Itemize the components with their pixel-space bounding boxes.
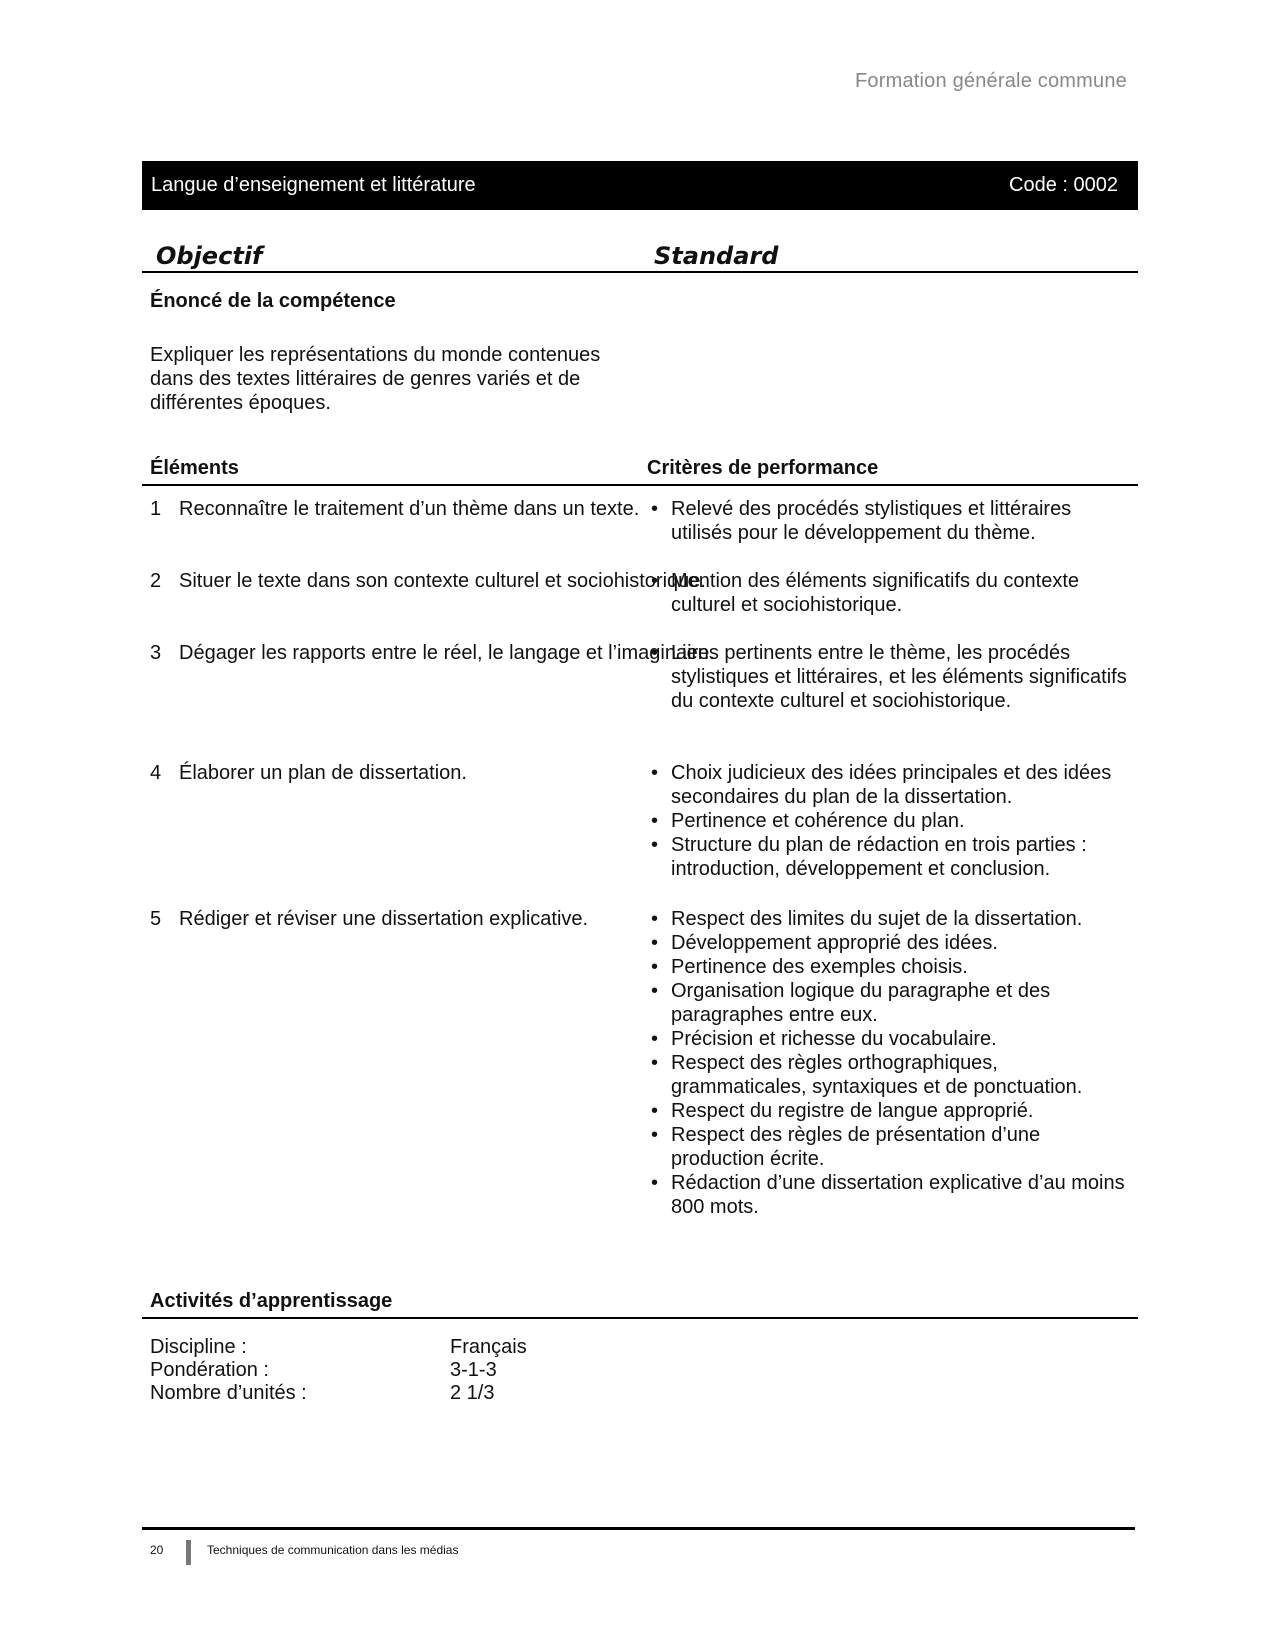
course-code: Code : 0002 bbox=[1009, 174, 1118, 196]
criterion-item: • Respect du registre de langue approprié. bbox=[647, 1099, 1137, 1123]
unites-value: 2 1/3 bbox=[450, 1382, 495, 1404]
ponderation-value: 3-1-3 bbox=[450, 1359, 497, 1381]
element-number: 2 bbox=[150, 570, 162, 592]
criterion-item: • Choix judicieux des idées principales et des idées secondaires du plan de la dissertation. bbox=[647, 761, 1137, 809]
elements-header bbox=[142, 455, 1138, 486]
criteres-heading: Critères de performance bbox=[647, 457, 879, 479]
criterion-item: • Mention des éléments significatifs du contexte culturel et sociohistorique. bbox=[647, 569, 1137, 617]
criterion-item: • Liens pertinents entre le thème, les procédés stylistiques et littéraires, et les éléments significatifs du contexte culturel et sociohistorique. bbox=[647, 641, 1137, 713]
unites-row bbox=[150, 1382, 495, 1405]
criteria-list bbox=[647, 641, 1137, 713]
criterion-item: • Respect des règles de présentation d’une production écrite. bbox=[647, 1123, 1137, 1171]
criteria-list bbox=[647, 761, 1137, 881]
element-number: 5 bbox=[150, 908, 162, 930]
element-number: 3 bbox=[150, 642, 162, 664]
criterion-item: • Relevé des procédés stylistiques et littéraires utilisés pour le développement du thème. bbox=[647, 497, 1137, 545]
criterion-item: • Pertinence des exemples choisis. bbox=[647, 955, 1137, 979]
criterion-item: • Pertinence et cohérence du plan. bbox=[647, 809, 1137, 833]
criteria-list bbox=[647, 497, 1137, 545]
objectif-heading: Objectif bbox=[156, 242, 263, 270]
competence-heading: Énoncé de la compétence bbox=[150, 290, 396, 312]
competence-statement: Expliquer les représentations du monde contenues dans des textes littéraires de genres variés et de différentes époques. bbox=[150, 344, 601, 414]
criterion-item: • Rédaction d’une dissertation explicative d’au moins 800 mots. bbox=[647, 1171, 1137, 1219]
criteria-list bbox=[647, 907, 1137, 1219]
footer-divider bbox=[186, 1540, 191, 1565]
footer-rule bbox=[142, 1527, 1135, 1530]
element-number: 4 bbox=[150, 762, 162, 784]
element-text: Élaborer un plan de dissertation. bbox=[179, 762, 467, 784]
element-number: 1 bbox=[150, 498, 162, 520]
criterion-item: • Respect des limites du sujet de la dissertation. bbox=[647, 907, 1137, 931]
discipline-label: Discipline : bbox=[150, 1336, 247, 1358]
element-text: Rédiger et réviser une dissertation explicative. bbox=[179, 908, 589, 930]
criterion-item: • Organisation logique du paragraphe et des paragraphes entre eux. bbox=[647, 979, 1137, 1027]
ponderation-row bbox=[150, 1359, 497, 1382]
criterion-item: • Développement approprié des idées. bbox=[647, 931, 1137, 955]
page-number: 20 bbox=[150, 1543, 164, 1557]
activites-header bbox=[142, 1288, 1138, 1319]
criteria-list bbox=[647, 569, 1137, 617]
standard-heading: Standard bbox=[654, 242, 779, 270]
activites-heading: Activités d’apprentissage bbox=[150, 1290, 393, 1312]
discipline-value: Français bbox=[450, 1336, 527, 1358]
criterion-item: • Respect des règles orthographiques, grammaticales, syntaxiques et de ponctuation. bbox=[647, 1051, 1137, 1099]
criterion-item: • Précision et richesse du vocabulaire. bbox=[647, 1027, 1137, 1051]
footer-title: Techniques de communication dans les médias bbox=[207, 1543, 459, 1557]
course-title: Langue d’enseignement et littérature bbox=[151, 174, 476, 196]
element-text: Situer le texte dans son contexte culturel et sociohistorique. bbox=[179, 570, 706, 592]
criterion-item: • Structure du plan de rédaction en trois parties : introduction, développement et conclusion. bbox=[647, 833, 1137, 881]
element-text: Reconnaître le traitement d’un thème dans un texte. bbox=[179, 498, 640, 520]
column-headers bbox=[142, 238, 1138, 273]
discipline-row bbox=[150, 1336, 527, 1359]
ponderation-label: Pondération : bbox=[150, 1359, 269, 1381]
title-bar bbox=[142, 161, 1138, 210]
unites-label: Nombre d’unités : bbox=[150, 1382, 307, 1404]
element-text: Dégager les rapports entre le réel, le langage et l’imaginaire. bbox=[179, 642, 715, 664]
elements-heading: Éléments bbox=[150, 457, 239, 479]
running-head: Formation générale commune bbox=[855, 70, 1127, 92]
